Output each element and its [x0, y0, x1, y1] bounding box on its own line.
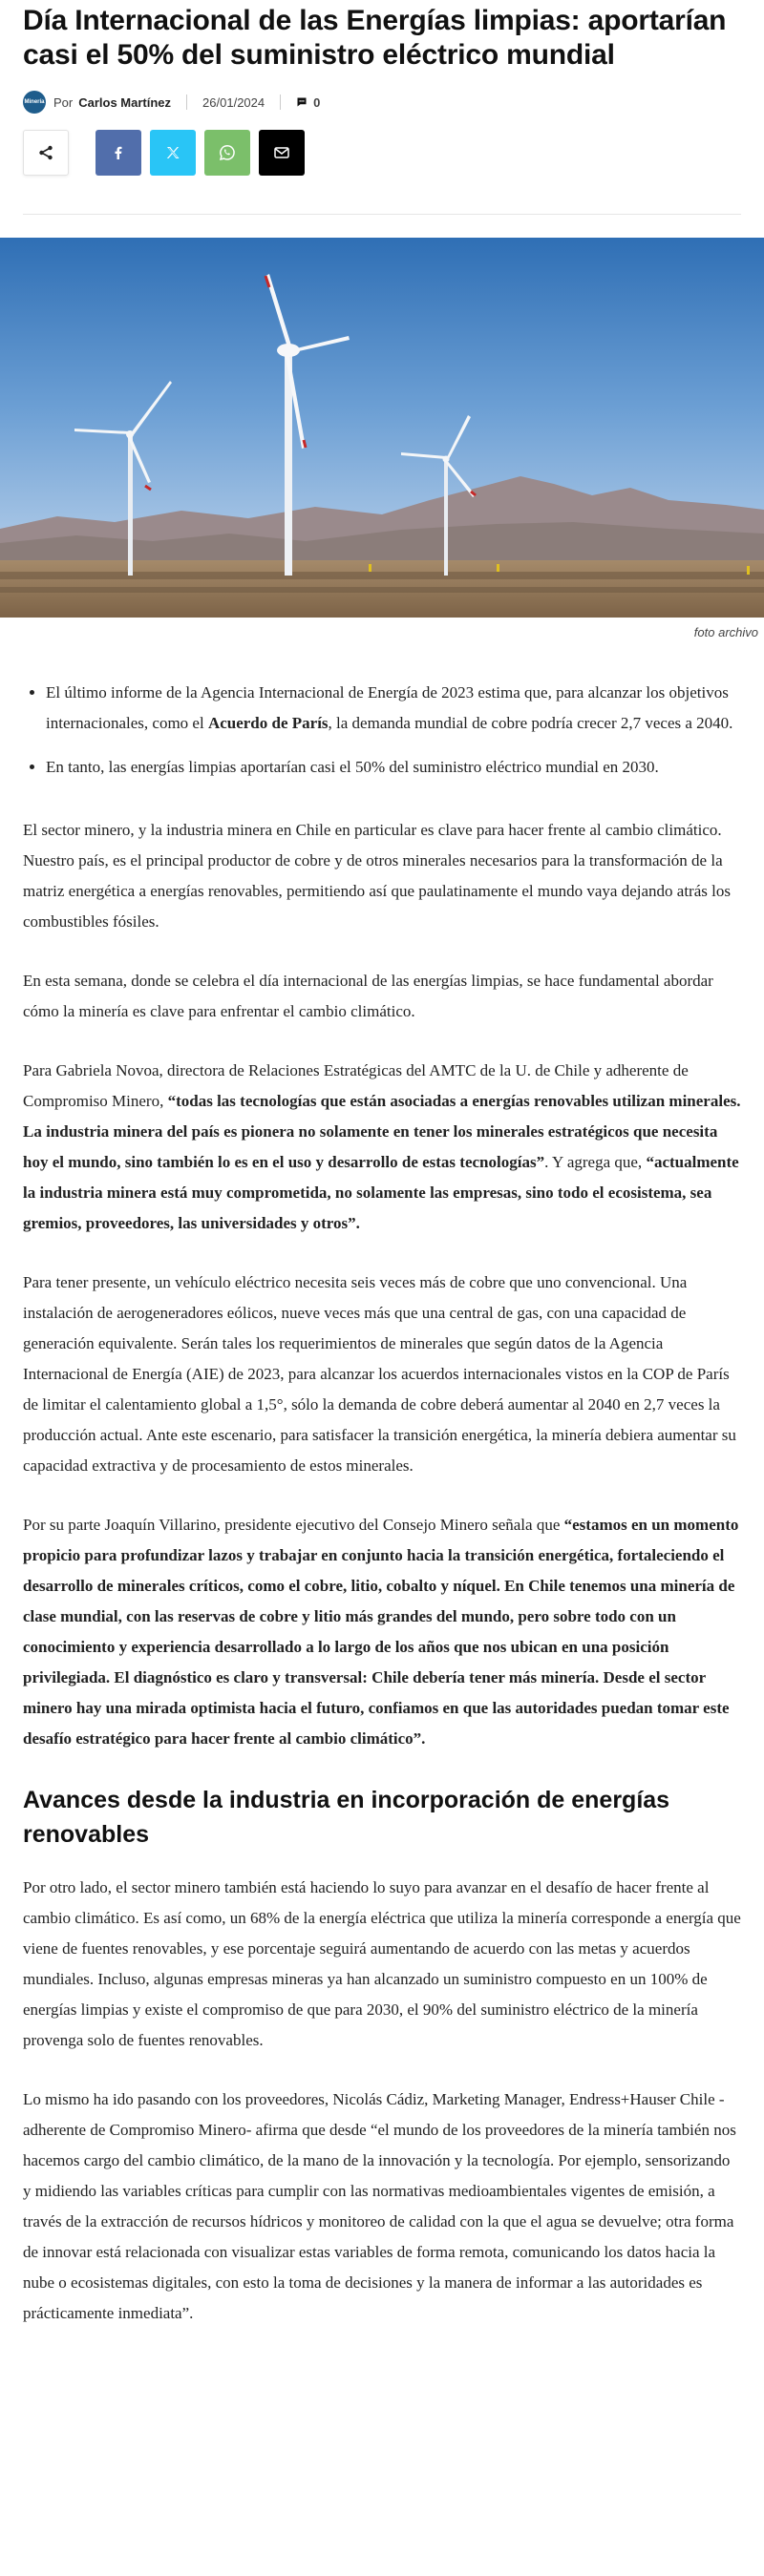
- quote-bold: “todas las tecnologías que están asociadas a energías renovables utilizan minerales. La industria minera del país es pionera no solamente en tener los minerales estratégicos que necesita hoy el mundo, sino también lo es en el uso y desarrollo de estas tecnologías”: [23, 1092, 741, 1171]
- section-heading: Avances desde la industria en incorporación de energías renovables: [23, 1787, 670, 1848]
- article-body: [0, 678, 764, 2329]
- share-bar: [23, 130, 741, 176]
- paragraph: El sector minero, y la industria minera en Chile en particular es clave para hacer frente al cambio climático. Nuestro país, es el principal productor de cobre y de otros minerales necesarios para la transformación de la matriz energética a energías renovables, permitiendo así que paulatinamente el mundo vaya dejando atrás los combustibles fósiles.: [23, 821, 731, 931]
- publish-date: 26/01/2024: [202, 94, 265, 110]
- whatsapp-icon: [218, 143, 237, 162]
- facebook-icon: [109, 143, 128, 162]
- featured-image-wind-turbines: [0, 238, 764, 618]
- wind-turbines-illustration: [0, 238, 764, 618]
- article-title: Día Internacional de las Energías limpias: aportarían casi el 50% del suministro eléctrico mundial: [23, 5, 727, 71]
- paragraph-quote-villarino: [23, 1510, 741, 1754]
- email-icon: [272, 143, 291, 162]
- share-icon: [36, 143, 55, 162]
- bullet-text: , la demanda mundial de cobre podría crecer 2,7 veces a 2040.: [328, 714, 733, 732]
- bullet-text: El último informe de la Agencia Internacional de Energía de 2023 estima que, para alcanzar los objetivos internacionales, como el: [46, 683, 729, 732]
- paragraph-text: Por su parte Joaquín Villarino, presidente ejecutivo del Consejo Minero señala que: [23, 1516, 564, 1534]
- comments-count[interactable]: [296, 95, 320, 110]
- list-item: [46, 752, 741, 783]
- image-caption: foto archivo: [693, 625, 758, 639]
- bullet-text: En tanto, las energías limpias aportarían casi el 50% del suministro eléctrico mundial en 2030.: [46, 758, 659, 776]
- comments-count-value: 0: [313, 94, 321, 110]
- paragraph: En esta semana, donde se celebra el día internacional de las energías limpias, se hace fundamental abordar cómo la minería es clave para enfrentar el cambio climático.: [23, 972, 713, 1020]
- author-avatar[interactable]: Minería: [23, 91, 46, 114]
- x-icon: [163, 143, 182, 162]
- paragraph: Lo mismo ha ido pasando con los proveedores, Nicolás Cádiz, Marketing Manager, Endress+Hauser Chile -adherente de Compromiso Minero- afirma que desde “el mundo de los proveedores de la minería también nos hacemos cargo del cambio climático, de la mano de la innovación y la tecnología. Por ejemplo, sensorizando y midiendo las variables críticas para cumplir con las normativas medioambientales vigentes de emisión, a través de la extracción de recursos hídricos y monitoreo de calidad con la que el agua se devuelve; otra forma de innovar está relacionada con visualizar estas variables de forma remota, comunicando los datos hacia la nube o ecosistemas digitales, con esto la toma de decisiones y la manera de informar a las autoridades es prácticamente inmediata”.: [23, 2090, 736, 2322]
- paragraph: Por otro lado, el sector minero también está haciendo lo suyo para avanzar en el desafío de hacer frente al cambio climático. Es así como, un 68% de la energía eléctrica que utiliza la minería corresponde a energía que viene de fuentes renovables, y ese porcentaje seguirá aumentando de acuerdo con las metas y acuerdos mundiales. Incluso, algunas empresas mineras ya han alcanzado un suministro compuesto en un 100% de energías limpias y existe el compromiso de que para 2030, el 90% del suministro eléctrico de la minería provenga solo de fuentes renovables.: [23, 1878, 741, 2049]
- paragraph-quote-novoa: [23, 1056, 741, 1239]
- quote-bold: “actualmente la industria minera está muy comprometida, no solamente las empresas, sino todo el ecosistema, sea gremios, proveedores, las universidades y otros”.: [23, 1153, 739, 1232]
- article-meta: [23, 90, 741, 115]
- article-header: [0, 0, 764, 176]
- author-name[interactable]: Carlos Martínez: [78, 94, 172, 110]
- paragraph-text: . Y agrega que,: [544, 1153, 647, 1171]
- share-toggle-button[interactable]: [23, 130, 69, 176]
- paragraph-text: Para Gabriela Novoa, directora de Relaciones Estratégicas del AMTC de la U. de Chile y adherente de Compromiso Minero,: [23, 1061, 689, 1110]
- meta-divider: [186, 94, 187, 110]
- share-email-button[interactable]: [259, 130, 305, 176]
- meta-divider: [280, 94, 281, 110]
- bullet-text-bold: Acuerdo de París: [207, 714, 329, 732]
- share-x-button[interactable]: [150, 130, 196, 176]
- paragraph: Para tener presente, un vehículo eléctrico necesita seis veces más de cobre que uno convencional. Una instalación de aerogeneradores eólicos, nueve veces más que una central de gas, con una capacidad de generación equivalente. Serán tales los requerimientos de minerales que según datos de la Agencia Internacional de Energía (AIE) de 2023, para alcanzar los acuerdos internacionales vistos en la COP de París de limitar el calentamiento global a 1,5°, sólo la demanda de cobre deberá aumentar al 2040 en 2,7 veces la producción actual. Ante este escenario, para satisfacer la transición energética, la minería debiera aumentar su capacidad extractiva y de procesamiento de estos minerales.: [23, 1273, 736, 1475]
- share-facebook-button[interactable]: [96, 130, 141, 176]
- share-whatsapp-button[interactable]: [204, 130, 250, 176]
- list-item: [46, 678, 741, 739]
- header-divider: [23, 214, 741, 215]
- comment-icon: [296, 96, 308, 108]
- by-label: Por: [53, 94, 74, 110]
- key-points-list: [23, 678, 741, 783]
- quote-bold: “estamos en un momento propicio para profundizar lazos y trabajar en conjunto hacia la transición energética, fortaleciendo el desarrollo de minerales críticos, como el cobre, litio, cobalto y níquel. En Chile tenemos una minería de clase mundial, con las reservas de cobre y litio más grandes del mundo, pero sobre todo con un conocimiento y experiencia desarrollado a lo largo de los años que nos ubican en una posición privilegiada. El diagnóstico es claro y transversal: Chile debería tener más minería. Desde el sector minero hay una mirada optimista hacia el futuro, confiamos en que las autoridades puedan tomar este desafío estratégico para hacer frente al cambio climático”.: [23, 1516, 739, 1748]
